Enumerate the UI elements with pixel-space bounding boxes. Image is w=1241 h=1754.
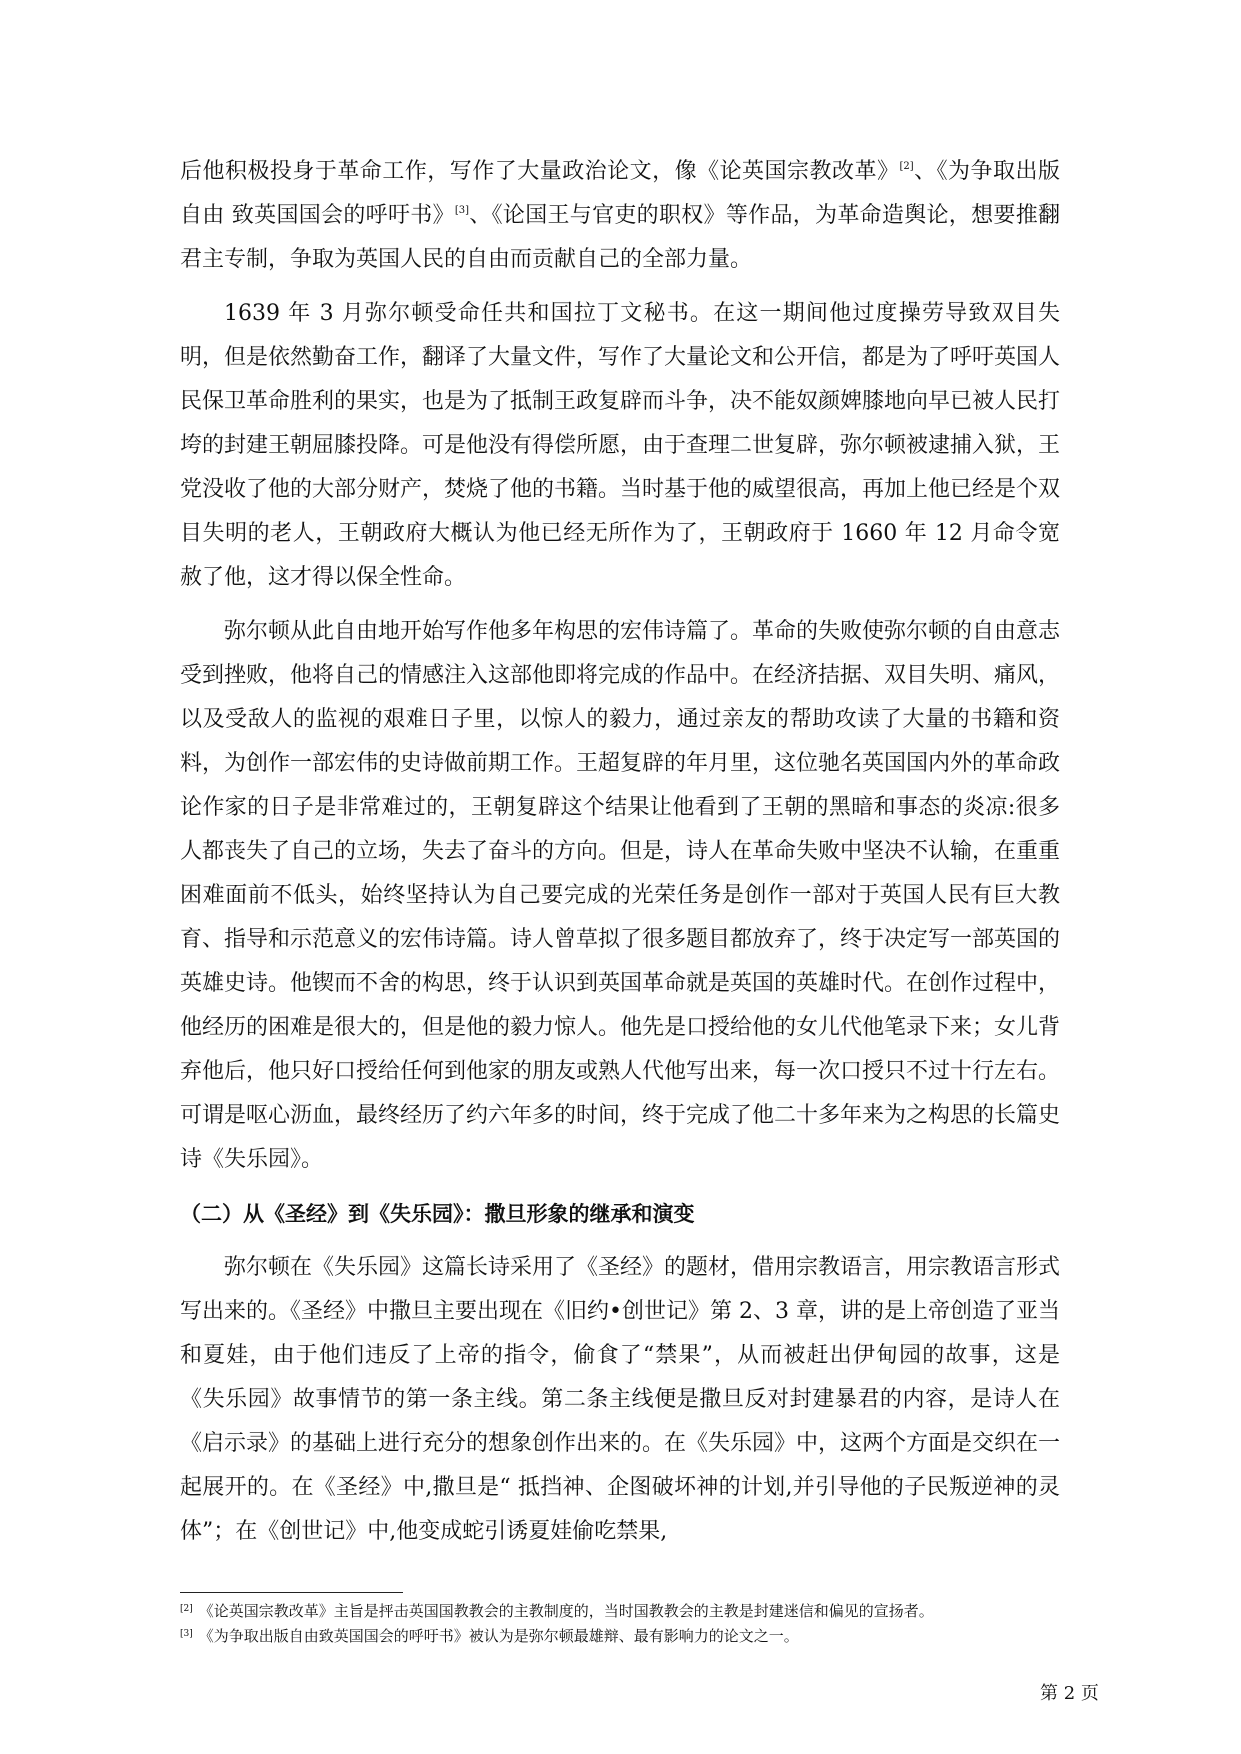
paragraph-text: 弥尔顿在《失乐园》这篇长诗采用了《圣经》的题材，借用宗教语言，用宗教语言形式写出来的。《圣经》中撒旦主要出现在《旧约•创世记》第 2、3 章，讲的是上帝创造了亚当和夏娃，由于他们违反了上帝的指令，偷食了“禁果”，从而被赶出伊甸园的故事，这是《失乐园》故事情节的第一条主线。第二条主线便是撒旦反对封建暴君的内容，是诗人在《启示录》的基础上进行充分的想象创作出来的。在《失乐园》中，这两个方面是交织在一起展开的。在《圣经》中,撒旦是“ 抵挡神、企图破坏神的计划,并引导他的子民叛逆神的灵体”；在《创世记》中,他变成蛇引诱夏娃偷吃禁果, [180, 1255, 1061, 1544]
paragraphs-after-heading [180, 1246, 1060, 1554]
footnote [180, 1598, 1080, 1623]
footnote-text: 《论英国宗教改革》主旨是抨击英国国教教会的主教制度的，当时国教教会的主教是封建迷信和偏见的宣扬者。 [198, 1602, 934, 1620]
footnote-marker: [3] [180, 1629, 193, 1639]
footnotes [180, 1598, 1080, 1648]
body-paragraph [180, 610, 1060, 1182]
paragraph-text: 弥尔顿从此自由地开始写作他多年构思的宏伟诗篇了。革命的失败使弥尔顿的自由意志受到挫败，他将自己的情感注入这部他即将完成的作品中。在经济拮据、双目失明、痛风，以及受敌人的监视的艰难日子里，以惊人的毅力，通过亲友的帮助攻读了大量的书籍和资料，为创作一部宏伟的史诗做前期工作。王超复辟的年月里，这位驰名英国国内外的革命政论作家的日子是非常难过的，王朝复辟这个结果让他看到了王朝的黑暗和事态的炎凉:很多人都丧失了自己的立场，失去了奋斗的方向。但是，诗人在革命失败中坚决不认输，在重重困难面前不低头，始终坚持认为自己要完成的光荣任务是创作一部对于英国人民有巨大教育、指导和示范意义的宏伟诗篇。诗人曾草拟了很多题目都放弃了，终于决定写一部英国的英雄史诗。他锲而不舍的构思，终于认识到英国革命就是英国的英雄时代。在创作过程中，他经历的困难是很大的，但是他的毅力惊人。他先是口授给他的女儿代他笔录下来；女儿背弃他后，他只好口授给任何到他家的朋友或熟人代他写出来，每一次口授只不过十行左右。可谓是呕心沥血，最终经历了约六年多的时间，终于完成了他二十多年来为之构思的长篇史诗《失乐园》。 [180, 619, 1061, 1172]
footnote-divider [180, 1592, 403, 1593]
body-paragraph [180, 150, 1060, 282]
paragraph-text: 、《为争取出版自由 致英国国会的呼吁书》 [180, 159, 1060, 228]
footnote-reference: [2] [899, 161, 914, 172]
body-paragraph [180, 1246, 1060, 1554]
paragraph-text: 、《论国王与官吏的职权》等作品，为革命造舆论，想要推翻君主专制，争取为英国人民的自由而贡献自己的全部力量。 [180, 203, 1060, 272]
body-paragraph [180, 292, 1060, 600]
body-text [180, 150, 1060, 1564]
page-number: 第 2 页 [1040, 1683, 1099, 1704]
footnote-text: 《为争取出版自由致英国国会的呼吁书》被认为是弥尔顿最雄辩、最有影响力的论文之一。 [198, 1627, 799, 1645]
paragraph-text: 后他积极投身于革命工作，写作了大量政治论文，像《论英国宗教改革》 [180, 159, 900, 184]
section-heading: （二）从《圣经》到《失乐园》：撒旦形象的继承和演变 [180, 1202, 695, 1226]
footnote-marker: [2] [180, 1604, 193, 1614]
paragraphs-before-heading [180, 150, 1060, 1182]
footnote-reference: [3] [454, 205, 470, 216]
footnote [180, 1623, 1080, 1648]
paragraph-text: 1639 年 3 月弥尔顿受命任共和国拉丁文秘书。在这一期间他过度操劳导致双目失明，但是依然勤奋工作，翻译了大量文件，写作了大量论文和公开信，都是为了呼吁英国人民保卫革命胜利的果实，也是为了抵制王政复辟而斗争，决不能奴颜婢膝地向早已被人民打垮的封建王朝屈膝投降。可是他没有得偿所愿，由于查理二世复辟，弥尔顿被逮捕入狱，王党没收了他的大部分财产，焚烧了他的书籍。当时基于他的威望很高，再加上他已经是个双目失明的老人，王朝政府大概认为他已经无所作为了，王朝政府于 1660 年 12 月命令宽赦了他，这才得以保全性命。 [180, 301, 1061, 590]
